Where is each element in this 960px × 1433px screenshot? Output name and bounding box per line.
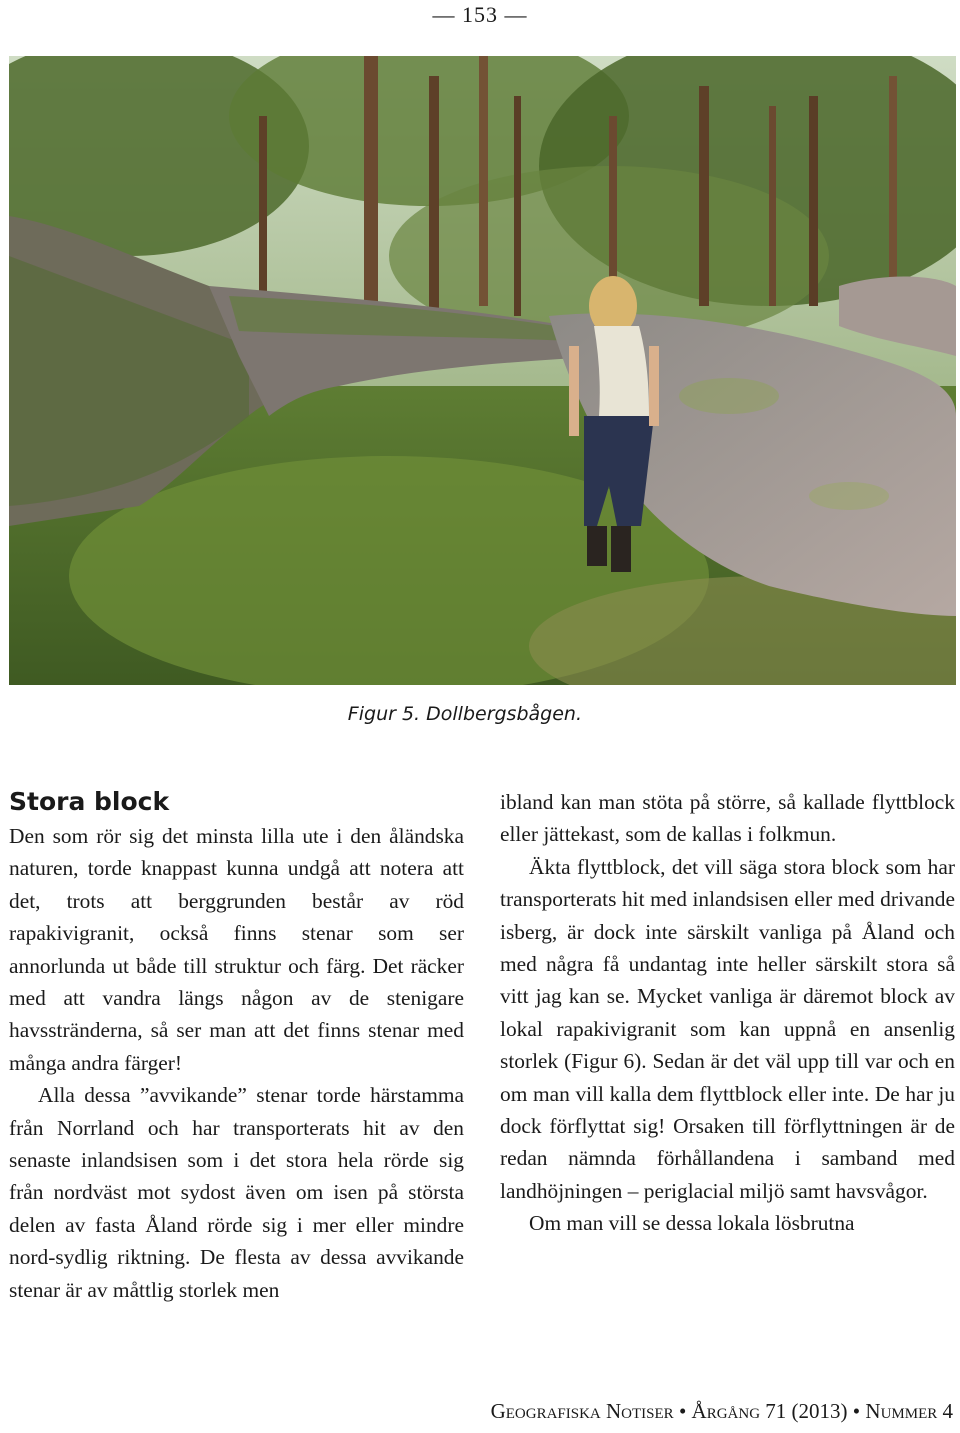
left-column bbox=[9, 786, 464, 1306]
separator: • bbox=[852, 1399, 861, 1423]
volume-year: Årgång 71 (2013) bbox=[691, 1399, 848, 1423]
paragraph: Den som rör sig det minsta lilla ute i den åländska naturen, torde knappast kunna undgå att notera att det, trots att berggrunden består av röd rapakivigranit, också finns stenar som ser annorlunda ut både till struktur och färg. Det räcker med att vandra längs någon av de stenigare havsstränderna, så ser man att det finns stenar med många andra färger! bbox=[9, 824, 464, 1075]
journal-name: Geografiska Notiser bbox=[490, 1399, 674, 1423]
paragraph: Alla dessa ”avvikande” stenar torde härstamma från Norrland och har transporterats hit av den senaste inlandsisen som i det stora hela rörde sig från nordväst mot sydost även om isen på största delen av fasta Åland rörde sig i mer eller mindre nord-sydlig riktning. De flesta av dessa avvikande stenar är av måttlig storlek men bbox=[9, 1083, 464, 1302]
running-footer bbox=[491, 1399, 953, 1424]
section-heading: Stora block bbox=[9, 787, 170, 816]
issue-number: Nummer 4 bbox=[865, 1399, 953, 1423]
paragraph: Äkta flyttblock, det vill säga stora block som har transporterats hit med inlandsisen eller med drivande isberg, är dock inte särskilt vanliga på Åland och med några få undantag inte heller särskilt stora så vitt jag kan se. Mycket vanliga är däremot block av lokal rapakivigranit som kan uppnå en ansenlig storlek (Figur 6). Sedan är det väl upp till var och en om man vill kalla dem flyttblock eller inte. De har ju dock förflyttat sig! Orsaken till förflyttningen är de redan nämnda förhållandena i samband med landhöjningen – periglacial miljö samt havsvågor. bbox=[500, 854, 955, 1203]
figure-photo bbox=[9, 56, 956, 685]
forest-rock-arch-image bbox=[9, 56, 956, 685]
page-number: — 153 — bbox=[432, 2, 528, 27]
separator: • bbox=[678, 1399, 687, 1423]
paragraph: ibland kan man stöta på större, så kallade flyttblock eller jättekast, som de kallas i folkmun. bbox=[500, 790, 955, 847]
figure-caption: Figur 5. Dollbergsbågen. bbox=[347, 703, 582, 725]
paragraph: Om man vill se dessa lokala lösbrutna bbox=[529, 1211, 855, 1236]
right-column bbox=[500, 786, 955, 1240]
